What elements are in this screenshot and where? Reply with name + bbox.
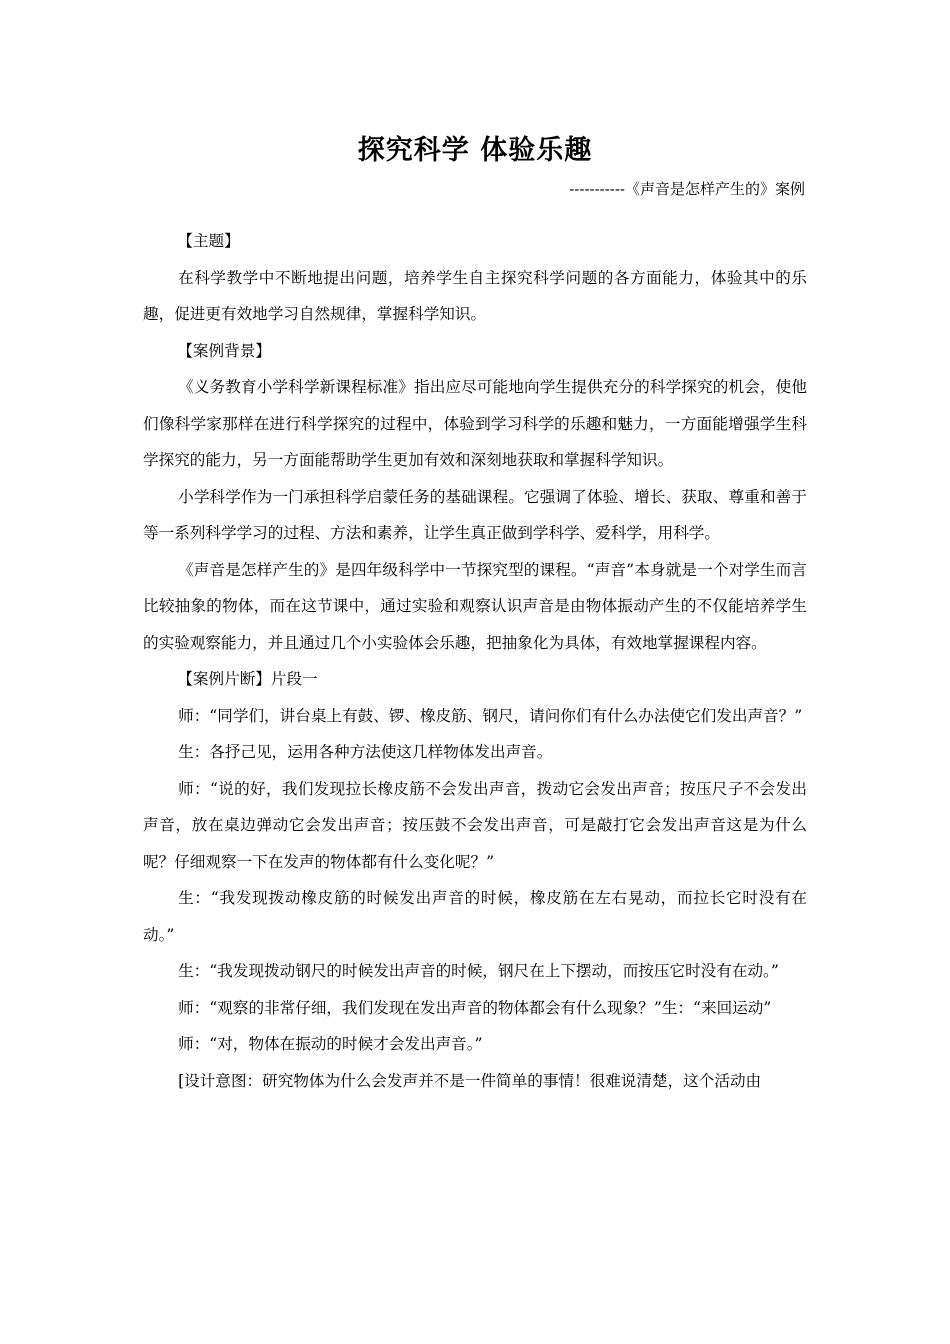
design-intent-paragraph: [设计意图：研究物体为什么会发声并不是一件简单的事情！很难说清楚，这个活动由 — [178, 1071, 762, 1090]
dialogue-line: 师：“说的好，我们发现拉长橡皮筋不会发出声音，拨动它会发出声音；按压尺子不会发出声音，放在桌边弹动它会发出声音；按压鼓不会发出声音，可是敲打它会发出声音这是为什么呢？仔细观察一下在发声的物体都有什么变化呢？” — [143, 779, 807, 871]
paragraph-background-3: 《声音是怎样产生的》是四年级科学中一节探究型的课程。“声音”本身就是一个对学生而言比较抽象的物体，而在这节课中，通过实验和观察认识声音是由物体振动产生的不仅能培养学生的实验观察能力，并且通过几个小实验体会乐趣，把抽象化为具体，有效地掌握课程内容。 — [143, 560, 807, 652]
document-title: 探究科学 体验乐趣 — [357, 135, 593, 166]
dialogue-line: 师：“同学们，讲台桌上有鼓、锣、橡皮筋、钢尺，请问你们有什么办法使它们发出声音？” — [178, 706, 803, 725]
section-heading-background: 【案例背景】 — [177, 341, 271, 360]
document-body — [143, 223, 807, 1099]
dialogue-line: 生：“我发现拨动橡皮筋的时候发出声音的时候，橡皮筋在左右晃动，而拉长它时没有在动。” — [143, 889, 807, 944]
dialogue-line: 生：“我发现拨动钢尺的时候发出声音的时候，钢尺在上下摆动，而按压它时没有在动。” — [178, 962, 779, 980]
paragraph-background-2: 小学科学作为一门承担科学启蒙任务的基础课程。它强调了体验、增长、获取、尊重和善于等一系列科学学习的过程、方法和素养，让学生真正做到学科学、爱科学，用科学。 — [143, 487, 807, 542]
document-subtitle: -----------《声音是怎样产生的》案例 — [569, 180, 805, 198]
dialogue-line: 师：“对，物体在振动的时候才会发出声音。” — [178, 1035, 483, 1053]
paragraph-background-1: 《义务教育小学科学新课程标准》指出应尽可能地向学生提供充分的科学探究的机会，使他们像科学家那样在进行科学探究的过程中，体验到学习科学的乐趣和魅力，一方面能增强学生科学探究的能力，另一方面能帮助学生更加有效和深刻地获取和掌握科学知识。 — [143, 378, 807, 469]
dialogue-line: 生：各抒己见，运用各种方法使这几样物体发出声音。 — [178, 743, 553, 761]
section-heading-theme: 【主题】 — [177, 232, 240, 250]
section-heading-fragment: 【案例片断】片段一 — [177, 670, 318, 688]
paragraph-theme: 在科学教学中不断地提出问题，培养学生自主探究科学问题的各方面能力，体验其中的乐趣，促进更有效地学习自然规律，掌握科学知识。 — [143, 268, 807, 323]
dialogue-line: 师：“观察的非常仔细，我们发现在发出声音的物体都会有什么现象？”生：“来回运动” — [178, 998, 772, 1017]
